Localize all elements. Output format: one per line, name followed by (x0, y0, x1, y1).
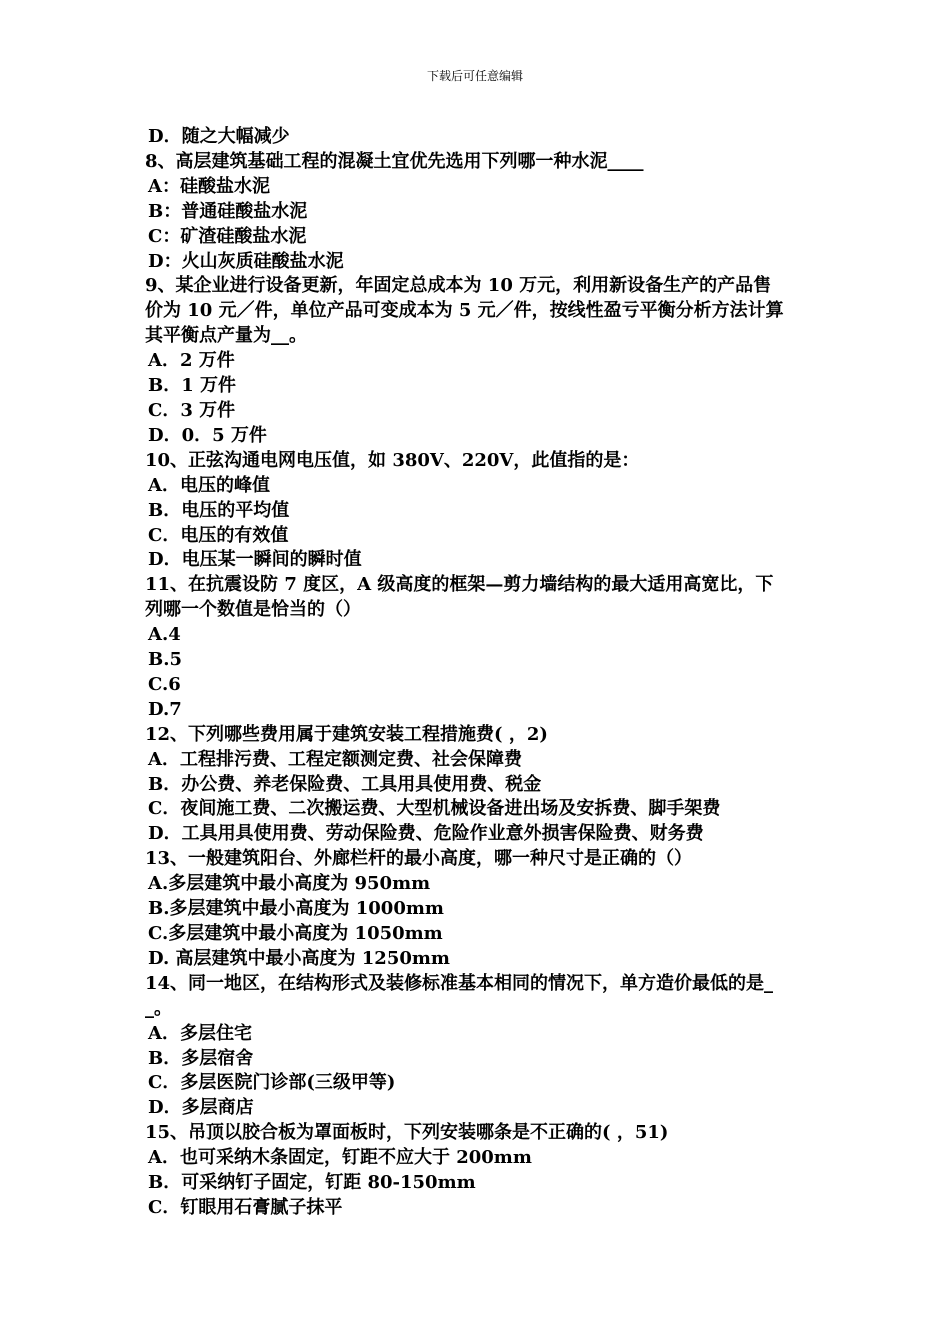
answer-option: C.6 (148, 673, 181, 695)
question-text-line: 其平衡点产量为__。 (145, 325, 307, 347)
answer-option: B．多层宿舍 (148, 1047, 254, 1069)
page-header: 下载后可任意编辑 (426, 69, 523, 83)
question-text-line: 8、高层建筑基础工程的混凝土宜优先选用下列哪一种水泥____ (145, 150, 644, 172)
answer-option: B.多层建筑中最小高度为 1000mm (148, 898, 444, 920)
question-text-line: 12、下列哪些费用属于建筑安装工程措施费( ，2) (145, 723, 548, 745)
answer-option: A．工程排污费、工程定额测定费、社会保障费 (148, 748, 522, 770)
question-text-line: 15、吊顶以胶合板为罩面板时，下列安装哪条是不正确的( ，51) (145, 1122, 669, 1144)
answer-option: C.多层建筑中最小高度为 1050mm (148, 923, 443, 944)
answer-option: C．电压的有效值 (148, 524, 289, 546)
question-text-line: _。 (145, 997, 172, 1019)
answer-option: D：火山灰质硅酸盐水泥 (148, 250, 344, 272)
answer-option: C：矿渣硅酸盐水泥 (148, 225, 307, 247)
document-body (145, 125, 815, 1221)
answer-option: D．电压某一瞬间的瞬时值 (148, 549, 362, 571)
answer-option: C．3 万件 (148, 399, 236, 421)
question-text-line: 14、同一地区，在结构形式及装修标准基本相同的情况下，单方造价最低的是_ (145, 972, 774, 994)
answer-option: D. 高层建筑中最小高度为 1250mm (148, 947, 450, 969)
answer-option: A.多层建筑中最小高度为 950mm (148, 873, 431, 895)
question-text-line: 价为 10 元／件，单位产品可变成本为 5 元／件，按线性盈亏平衡分析方法计算 (145, 300, 784, 322)
answer-option: C．钉眼用石膏腻子抹平 (148, 1196, 343, 1218)
answer-option: C．夜间施工费、二次搬运费、大型机械设备进出场及安拆费、脚手架费 (148, 798, 721, 820)
answer-option: D．随之大幅减少 (148, 126, 290, 147)
answer-option: B：普通硅酸盐水泥 (148, 200, 308, 222)
answer-option: A．多层住宅 (148, 1022, 252, 1044)
answer-option: A．2 万件 (148, 350, 235, 372)
answer-option: B．电压的平均值 (148, 499, 290, 521)
answer-option: A.4 (148, 624, 181, 646)
answer-option: D．工具用具使用费、劳动保险费、危险作业意外损害保险费、财务费 (148, 823, 704, 845)
answer-option: B.5 (148, 649, 183, 671)
question-text-line: 列哪一个数值是恰当的（） (145, 599, 361, 621)
question-text-line: 10、正弦沟通电网电压值，如 380V、220V，此值指的是： (145, 449, 640, 471)
question-text-line: 11、在抗震设防 7 度区，A 级高度的框架—剪力墙结构的最大适用高宽比，下 (145, 574, 774, 596)
answer-option: A．也可采纳木条固定，钉距不应大于 200mm (148, 1147, 532, 1169)
question-text-line: 9、某企业进行设备更新，年固定总成本为 10 万元，利用新设备生产的产品售 (145, 275, 772, 297)
answer-option: D.7 (148, 698, 182, 720)
answer-option: D．0．5 万件 (148, 424, 267, 446)
answer-option: D．多层商店 (148, 1097, 254, 1119)
question-text-line: 13、一般建筑阳台、外廊栏杆的最小高度，哪一种尺寸是正确的（） (145, 848, 693, 870)
answer-option: B．办公费、养老保险费、工具用具使用费、税金 (148, 773, 542, 795)
answer-option: C．多层医院门诊部(三级甲等) (148, 1072, 396, 1094)
answer-option: A．电压的峰值 (148, 474, 270, 496)
answer-option: A：硅酸盐水泥 (148, 175, 270, 197)
answer-option: B．可采纳钉子固定，钉距 80-150mm (148, 1172, 476, 1194)
answer-option: B．1 万件 (148, 375, 237, 397)
